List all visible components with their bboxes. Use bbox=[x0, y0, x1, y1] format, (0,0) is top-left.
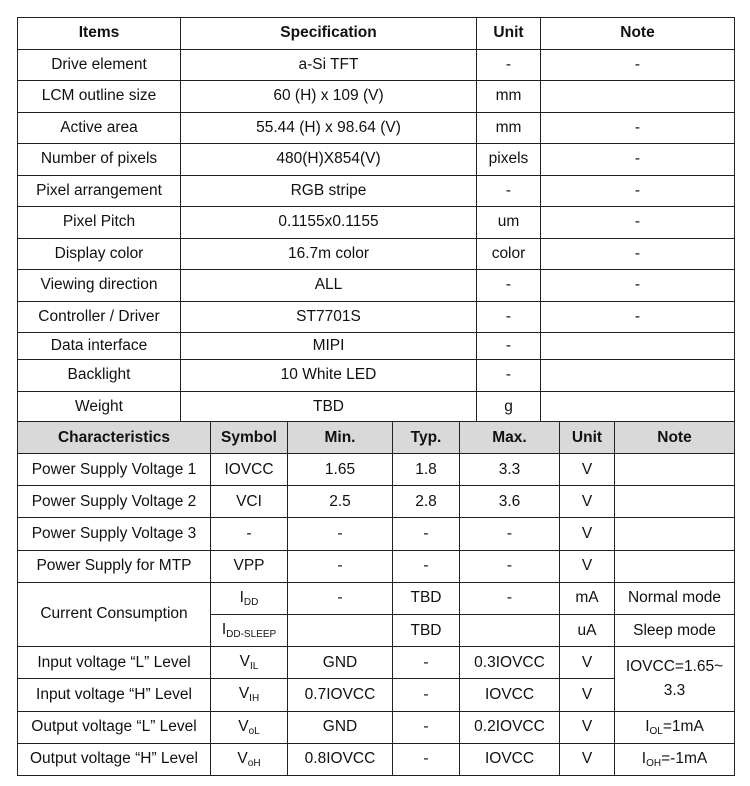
unit-cell: - bbox=[477, 270, 541, 302]
symbol-subscript: DD bbox=[243, 596, 259, 608]
max-cell: - bbox=[460, 518, 560, 550]
item-cell: Pixel arrangement bbox=[18, 175, 181, 207]
max-cell: 0.3IOVCC bbox=[460, 647, 560, 679]
unit-cell: - bbox=[477, 49, 541, 81]
spec-cell: ST7701S bbox=[181, 301, 477, 333]
typ-cell: - bbox=[393, 743, 460, 775]
max-cell: IOVCC bbox=[460, 743, 560, 775]
note-cell bbox=[615, 486, 735, 518]
characteristic-cell: Input voltage “H” Level bbox=[18, 679, 211, 711]
unit-cell: V bbox=[560, 647, 615, 679]
table-row bbox=[18, 301, 735, 333]
table-row bbox=[18, 81, 735, 113]
spec-cell: TBD bbox=[181, 391, 477, 423]
table-row bbox=[18, 270, 735, 302]
table-row bbox=[18, 582, 735, 614]
spec-cell: 16.7m color bbox=[181, 238, 477, 270]
note-cell bbox=[541, 360, 735, 392]
table-row bbox=[18, 743, 735, 775]
item-cell: Display color bbox=[18, 238, 181, 270]
symbol-cell bbox=[211, 711, 288, 743]
symbol-cell bbox=[211, 582, 288, 614]
symbol-base: V bbox=[238, 717, 249, 735]
min-cell: 0.8IOVCC bbox=[288, 743, 393, 775]
typ-cell: TBD bbox=[393, 582, 460, 614]
item-cell: Active area bbox=[18, 112, 181, 144]
header-note: Note bbox=[615, 422, 735, 454]
symbol-subscript: IL bbox=[250, 661, 259, 673]
symbol-subscript: oH bbox=[247, 757, 261, 769]
note-cell: - bbox=[541, 270, 735, 302]
note-subscript: OH bbox=[646, 757, 662, 769]
unit-cell: uA bbox=[560, 614, 615, 646]
table-row bbox=[18, 144, 735, 176]
header-note: Note bbox=[541, 18, 735, 50]
typ-cell: - bbox=[393, 518, 460, 550]
characteristic-cell: Power Supply Voltage 1 bbox=[18, 454, 211, 486]
unit-cell: color bbox=[477, 238, 541, 270]
typ-cell: 1.8 bbox=[393, 454, 460, 486]
unit-cell: V bbox=[560, 711, 615, 743]
table-row bbox=[18, 238, 735, 270]
typ-cell: - bbox=[393, 679, 460, 711]
characteristic-cell: Input voltage “L” Level bbox=[18, 647, 211, 679]
item-cell: Weight bbox=[18, 391, 181, 423]
symbol-cell: IOVCC bbox=[211, 454, 288, 486]
item-cell: Number of pixels bbox=[18, 144, 181, 176]
table-row bbox=[18, 333, 735, 360]
item-cell: Controller / Driver bbox=[18, 301, 181, 333]
note-cell: - bbox=[541, 301, 735, 333]
note-cell: - bbox=[541, 112, 735, 144]
unit-cell: um bbox=[477, 207, 541, 239]
unit-cell: V bbox=[560, 518, 615, 550]
max-cell: 3.6 bbox=[460, 486, 560, 518]
symbol-cell bbox=[211, 679, 288, 711]
note-cell: IOVCC=1.65~ 3.3 bbox=[615, 647, 735, 711]
header-min: Min. bbox=[288, 422, 393, 454]
item-cell: Backlight bbox=[18, 360, 181, 392]
spec-header-row bbox=[18, 18, 735, 50]
note-cell bbox=[541, 391, 735, 423]
spec-cell: MIPI bbox=[181, 333, 477, 360]
characteristic-cell: Output voltage “L” Level bbox=[18, 711, 211, 743]
unit-cell: pixels bbox=[477, 144, 541, 176]
note-rest: =-1mA bbox=[661, 749, 708, 767]
note-cell bbox=[615, 454, 735, 486]
spec-cell: 55.44 (H) x 98.64 (V) bbox=[181, 112, 477, 144]
symbol-base: I bbox=[239, 588, 244, 606]
table-row bbox=[18, 207, 735, 239]
note-cell bbox=[615, 711, 735, 743]
item-cell: Pixel Pitch bbox=[18, 207, 181, 239]
header-items: Items bbox=[18, 18, 181, 50]
unit-cell: - bbox=[477, 175, 541, 207]
note-rest: =1mA bbox=[662, 717, 704, 735]
note-cell bbox=[541, 81, 735, 113]
characteristic-cell: Current Consumption bbox=[18, 582, 211, 646]
item-cell: Drive element bbox=[18, 49, 181, 81]
typ-cell: - bbox=[393, 647, 460, 679]
unit-cell: mA bbox=[560, 582, 615, 614]
min-cell: 2.5 bbox=[288, 486, 393, 518]
table-row bbox=[18, 454, 735, 486]
characteristic-cell: Power Supply Voltage 2 bbox=[18, 486, 211, 518]
table-row bbox=[18, 711, 735, 743]
note-cell: - bbox=[541, 207, 735, 239]
symbol-cell: VCI bbox=[211, 486, 288, 518]
table-row bbox=[18, 175, 735, 207]
unit-cell: V bbox=[560, 679, 615, 711]
note-cell bbox=[615, 518, 735, 550]
min-cell: GND bbox=[288, 647, 393, 679]
unit-cell: mm bbox=[477, 112, 541, 144]
note-subscript: OL bbox=[649, 725, 663, 737]
symbol-base: V bbox=[239, 653, 250, 671]
header-typ: Typ. bbox=[393, 422, 460, 454]
table-row bbox=[18, 49, 735, 81]
header-unit: Unit bbox=[477, 18, 541, 50]
note-cell: - bbox=[541, 238, 735, 270]
max-cell: - bbox=[460, 582, 560, 614]
note-base: I bbox=[645, 717, 650, 735]
characteristic-cell: Power Supply for MTP bbox=[18, 550, 211, 582]
note-cell: Sleep mode bbox=[615, 614, 735, 646]
note-cell: - bbox=[541, 49, 735, 81]
unit-cell: V bbox=[560, 454, 615, 486]
unit-cell: - bbox=[477, 301, 541, 333]
header-max: Max. bbox=[460, 422, 560, 454]
max-cell: 3.3 bbox=[460, 454, 560, 486]
unit-cell: V bbox=[560, 486, 615, 518]
electrical-characteristics-table bbox=[17, 421, 735, 776]
spec-cell: a-Si TFT bbox=[181, 49, 477, 81]
note-cell: - bbox=[541, 144, 735, 176]
note-cell bbox=[615, 550, 735, 582]
spec-cell: 10 White LED bbox=[181, 360, 477, 392]
unit-cell: V bbox=[560, 550, 615, 582]
table-row bbox=[18, 647, 735, 679]
table-row bbox=[18, 360, 735, 392]
min-cell bbox=[288, 614, 393, 646]
header-specification: Specification bbox=[181, 18, 477, 50]
table-row bbox=[18, 550, 735, 582]
max-cell: 0.2IOVCC bbox=[460, 711, 560, 743]
note-cell: Normal mode bbox=[615, 582, 735, 614]
note-cell bbox=[541, 333, 735, 360]
header-unit: Unit bbox=[560, 422, 615, 454]
symbol-base: I bbox=[221, 621, 227, 639]
typ-cell: - bbox=[393, 550, 460, 582]
symbol-base: V bbox=[237, 749, 248, 767]
min-cell: 1.65 bbox=[288, 454, 393, 486]
typ-cell: - bbox=[393, 711, 460, 743]
note-cell bbox=[615, 743, 735, 775]
symbol-subscript: DD-SLEEP bbox=[226, 629, 277, 641]
typ-cell: TBD bbox=[393, 614, 460, 646]
symbol-subscript: oL bbox=[248, 725, 260, 737]
max-cell: IOVCC bbox=[460, 679, 560, 711]
spec-cell: 60 (H) x 109 (V) bbox=[181, 81, 477, 113]
max-cell bbox=[460, 614, 560, 646]
unit-cell: mm bbox=[477, 81, 541, 113]
unit-cell: g bbox=[477, 391, 541, 423]
note-base: I bbox=[641, 749, 647, 767]
unit-cell: - bbox=[477, 333, 541, 360]
min-cell: - bbox=[288, 550, 393, 582]
table-row bbox=[18, 518, 735, 550]
item-cell: Data interface bbox=[18, 333, 181, 360]
typ-cell: 2.8 bbox=[393, 486, 460, 518]
char-header-row bbox=[18, 422, 735, 454]
header-characteristics: Characteristics bbox=[18, 422, 211, 454]
spec-cell: 480(H)X854(V) bbox=[181, 144, 477, 176]
characteristic-cell: Power Supply Voltage 3 bbox=[18, 518, 211, 550]
max-cell: - bbox=[460, 550, 560, 582]
symbol-cell bbox=[211, 743, 288, 775]
table-row bbox=[18, 112, 735, 144]
header-symbol: Symbol bbox=[211, 422, 288, 454]
item-cell: Viewing direction bbox=[18, 270, 181, 302]
symbol-cell bbox=[211, 614, 288, 646]
min-cell: GND bbox=[288, 711, 393, 743]
symbol-cell: - bbox=[211, 518, 288, 550]
characteristic-cell: Output voltage “H” Level bbox=[18, 743, 211, 775]
general-spec-table bbox=[17, 17, 735, 423]
min-cell: - bbox=[288, 518, 393, 550]
unit-cell: - bbox=[477, 360, 541, 392]
table-row bbox=[18, 391, 735, 423]
symbol-cell: VPP bbox=[211, 550, 288, 582]
symbol-base: V bbox=[238, 685, 250, 703]
spec-cell: ALL bbox=[181, 270, 477, 302]
unit-cell: V bbox=[560, 743, 615, 775]
note-cell: - bbox=[541, 175, 735, 207]
min-cell: 0.7IOVCC bbox=[288, 679, 393, 711]
min-cell: - bbox=[288, 582, 393, 614]
spec-cell: RGB stripe bbox=[181, 175, 477, 207]
symbol-subscript: IH bbox=[249, 693, 260, 705]
table-row bbox=[18, 486, 735, 518]
symbol-cell bbox=[211, 647, 288, 679]
spec-cell: 0.1155x0.1155 bbox=[181, 207, 477, 239]
item-cell: LCM outline size bbox=[18, 81, 181, 113]
